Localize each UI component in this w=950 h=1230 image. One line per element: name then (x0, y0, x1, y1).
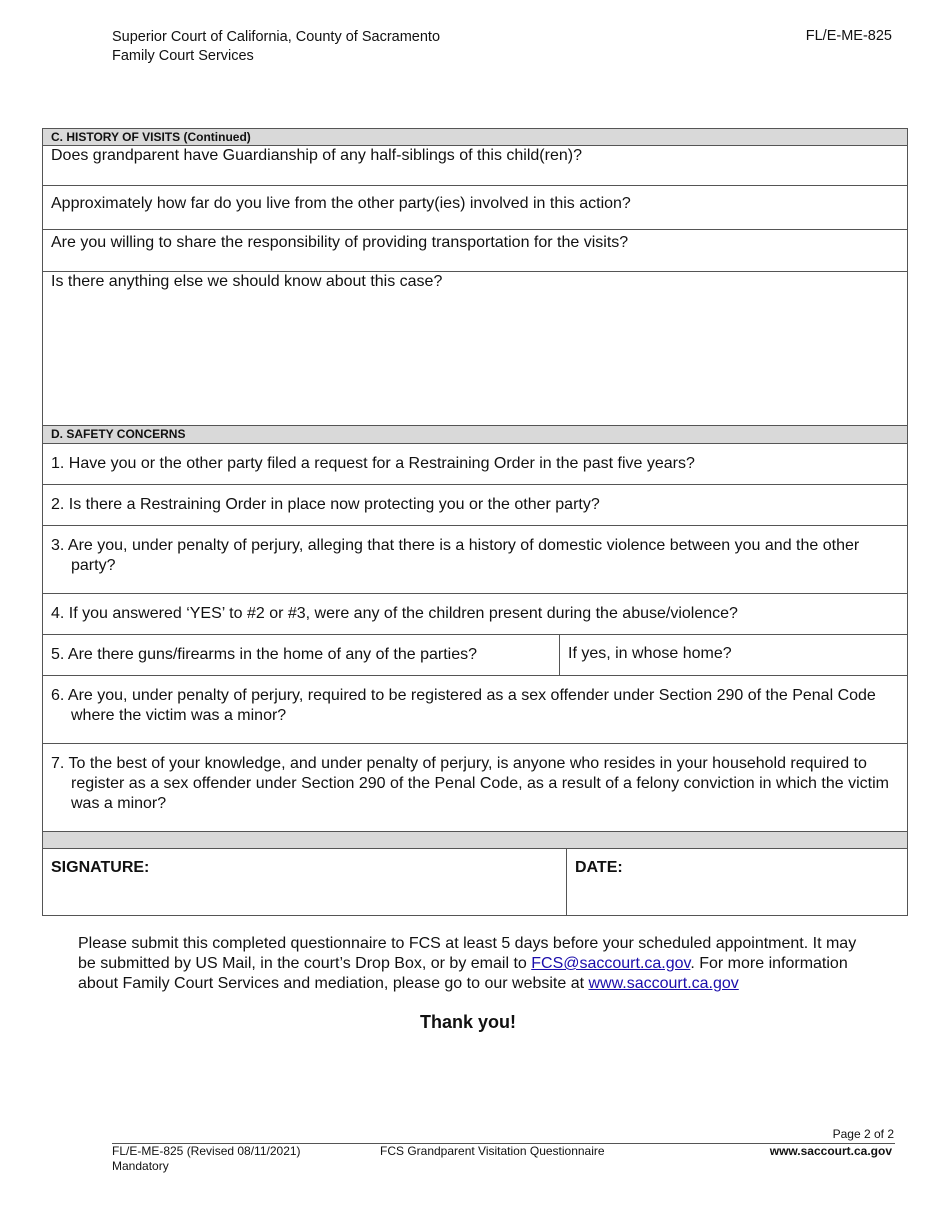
question-5-whose-home[interactable]: If yes, in whose home? (568, 645, 732, 662)
instructions-text: Please submit this completed questionnaire to FCS at least 5 days before your scheduled appointment. It may be submitted by US Mail, in the court’s Drop Box, or by email to (78, 935, 857, 972)
question-guardianship[interactable]: Does grandparent have Guardianship of any half-siblings of this child(ren)? (43, 146, 907, 186)
questionnaire-form (42, 128, 908, 916)
question-4-children-present[interactable]: 4. If you answered ‘YES’ to #2 or #3, were any of the children present during the abuse/violence? (43, 594, 907, 635)
court-name: Superior Court of California, County of Sacramento (112, 29, 441, 45)
court-header (112, 28, 440, 66)
question-anything-else[interactable]: Is there anything else we should know about this case? (43, 272, 907, 426)
department-name: Family Court Services (112, 48, 254, 64)
question-1-restraining-order-filed[interactable]: 1. Have you or the other party filed a request for a Restraining Order in the past five years? (43, 444, 907, 485)
question-distance[interactable]: Approximately how far do you live from the other party(ies) involved in this action? (43, 186, 907, 230)
footer-revision (112, 1144, 301, 1174)
question-transportation[interactable]: Are you willing to share the responsibility of providing transportation for the visits? (43, 230, 907, 272)
separator-bar (43, 832, 907, 849)
question-5-row (43, 635, 907, 676)
section-c-header: C. HISTORY OF VISITS (Continued) (43, 129, 907, 146)
signature-field[interactable]: SIGNATURE: (51, 859, 150, 876)
mandatory-text: Mandatory (112, 1159, 169, 1173)
footer-form-title: FCS Grandparent Visitation Questionnaire (380, 1144, 605, 1158)
question-2-restraining-order-in-place[interactable]: 2. Is there a Restraining Order in place now protecting you or the other party? (43, 485, 907, 526)
website-link[interactable]: www.saccourt.ca.gov (588, 975, 739, 992)
submission-instructions (78, 934, 878, 994)
form-id: FL/E-ME-825 (805, 28, 892, 44)
section-d-header: D. SAFETY CONCERNS (43, 426, 907, 444)
question-3-domestic-violence[interactable]: 3. Are you, under penalty of perjury, alleging that there is a history of domestic violence between you and the other party? (43, 526, 907, 594)
date-field[interactable]: DATE: (575, 859, 623, 876)
question-5-firearms[interactable]: 5. Are there guns/firearms in the home of any of the parties? (51, 646, 478, 663)
email-link[interactable]: FCS@saccourt.ca.gov (531, 955, 691, 972)
instructions-text-2: . For more information about Family Court Services and mediation, please go to our website at (78, 955, 848, 992)
question-6-sex-offender[interactable]: 6. Are you, under penalty of perjury, required to be registered as a sex offender under Section 290 of the Penal Code where the victim was a minor? (43, 676, 907, 744)
question-7-household-sex-offender[interactable]: 7. To the best of your knowledge, and under penalty of perjury, is anyone who resides in your household required to register as a sex offender under Section 290 of the Penal Code, as a result of a felony conviction in which the victim was a minor? (43, 744, 907, 832)
footer-website: www.saccourt.ca.gov (769, 1144, 892, 1158)
signature-row (43, 849, 907, 915)
page-number: Page 2 of 2 (832, 1127, 894, 1141)
thank-you: Thank you! (419, 1012, 516, 1032)
revision-text: FL/E-ME-825 (Revised 08/11/2021) (112, 1144, 301, 1158)
